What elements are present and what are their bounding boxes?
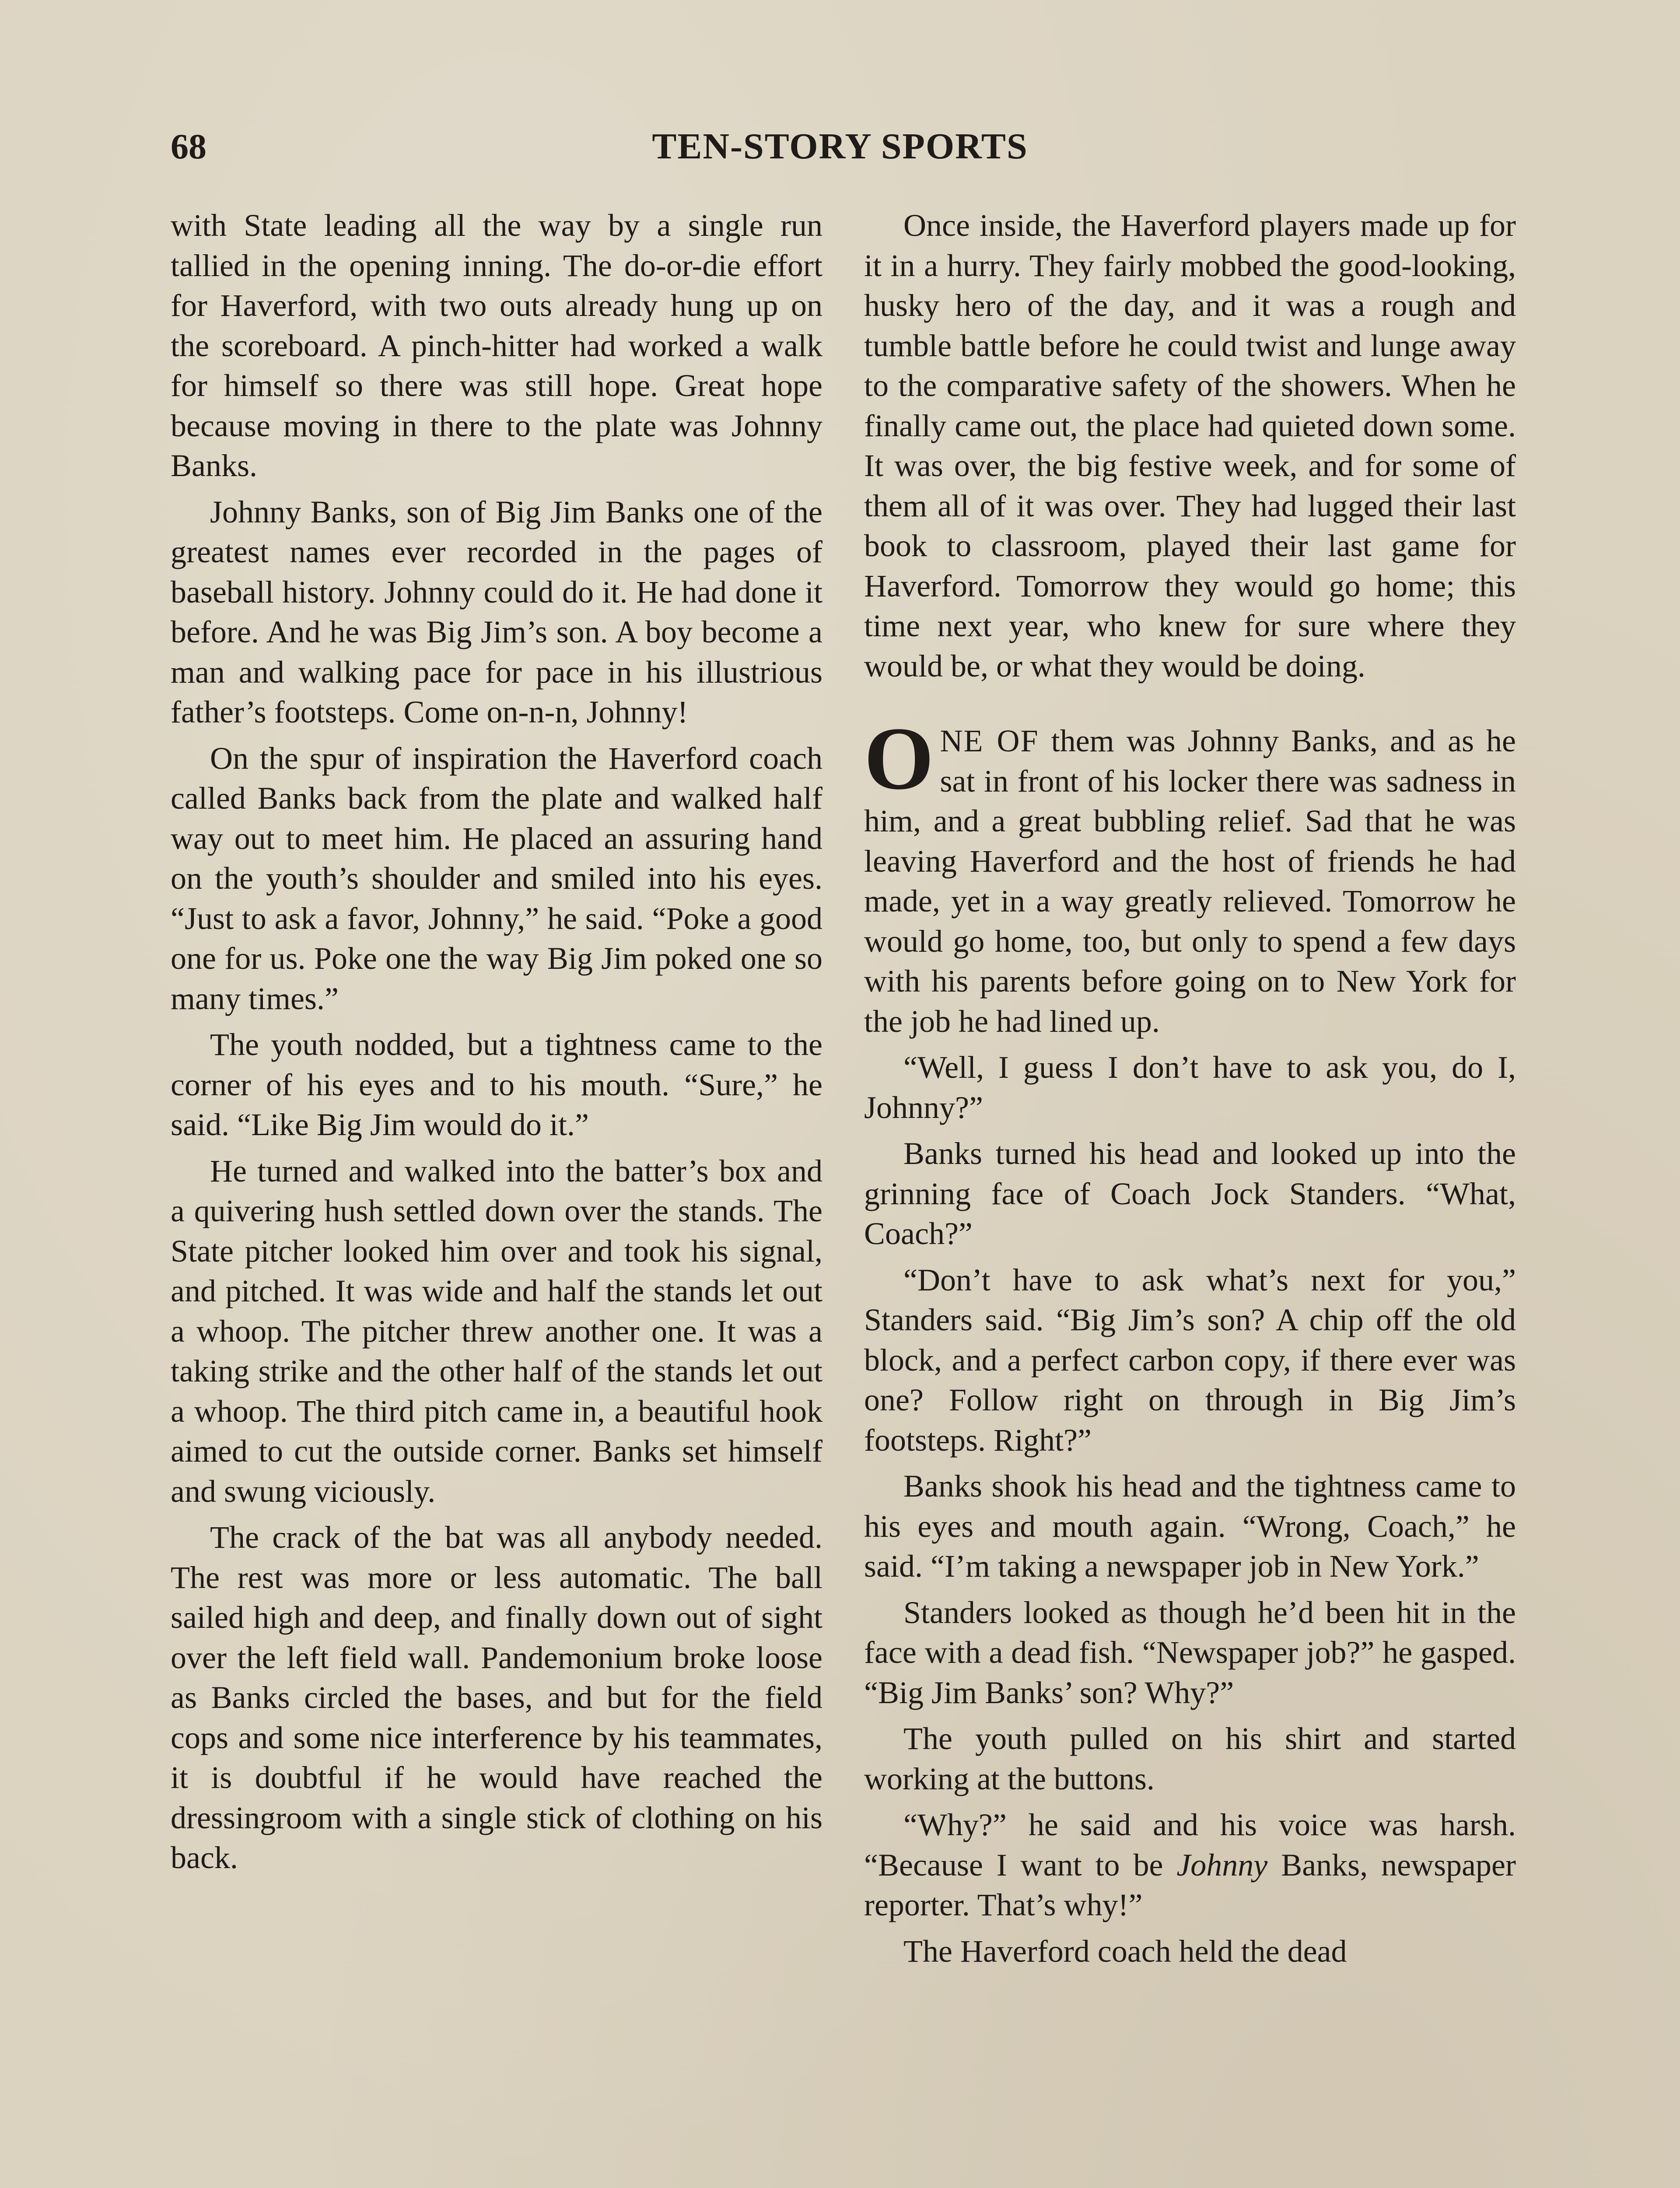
story-paragraph: “Don’t have to ask what’s next for you,” Standers said. “Big Jim’s son? A chip off the old block, and a perfect carbon copy, if there ever was one? Follow right on through in Big Jim’s footsteps. Right?” (864, 1262, 1516, 1458)
story-paragraph: Banks shook his head and the tightness came to his eyes and mouth again. “Wrong, Coach,” he said. “I’m taking a newspaper job in New York.” (864, 1469, 1516, 1584)
section-opening-paragraph (864, 709, 1516, 1041)
why-text-before: “Why?” he said and his voice was harsh. “Because I want to be (864, 1807, 1516, 1883)
page-header (171, 118, 1509, 175)
story-paragraph: He turned and walked into the batter’s box and a quivering hush settled down over the stands. The State pitcher looked him over and took his signal, and pitched. It was wide and half the stands let out a whoop. The pitcher threw another one. It was a taking strike and the other half of the stands let out a whoop. The third pitch came in, a beautiful hook aimed to cut the outside corner. Banks set himself and swung viciously. (171, 1153, 822, 1509)
section-text: them was Johnny Banks, and as he sat in front of his locker there was sadness in him, and a great bubbling relief. Sad that he was leaving Haverford and the host of friends he had made, yet in a way greatly relieved. Tomorrow he would go home, too, but only to spend a few days with his parents before going on to New York for the job he had lined up. (864, 723, 1516, 1039)
story-paragraph: Once inside, the Haverford players made up for it in a hurry. They fairly mobbed the good-looking, husky hero of the day, and it was a rough and tumble battle before he could twist and lunge away to the comparative safety of the showers. When he finally came out, the place had quieted down some. It was over, the big festive week, and for some of them all of it was over. They had lugged their last book to classroom, played their last game for Haverford. Tomorrow they would go home; this time next year, who knew for sure where they would be, or what they would be doing. (864, 208, 1516, 684)
section-lead-in: NE OF (940, 723, 1039, 758)
story-paragraph: Standers looked as though he’d been hit in the face with a dead fish. “Newspaper job?” he gasped. “Big Jim Banks’ son? Why?” (864, 1595, 1516, 1710)
why-text-after: Banks, newspaper reporter. That’s why!” (864, 1847, 1516, 1922)
story-paragraph: “Well, I guess I don’t have to ask you, do I, Johnny?” (864, 1050, 1516, 1125)
story-paragraph: The Haverford coach held the dead (903, 1933, 1347, 1969)
story-paragraph: The youth pulled on his shirt and started working at the buttons. (864, 1721, 1516, 1796)
emphasized-name: Johnny (1176, 1847, 1268, 1883)
page-number: 68 (171, 126, 206, 166)
right-column (864, 206, 1516, 2188)
story-paragraph: Banks turned his head and looked up into the grinning face of Coach Jock Standers. “What, Coach?” (864, 1136, 1516, 1251)
story-paragraph: with State leading all the way by a single run tallied in the opening inning. The do-or-die effort for Haverford, with two outs already hung up on the scoreboard. A pinch-hitter had worked a walk for himself so there was still hope. Great hope because moving in there to the plate was Johnny Banks. (171, 208, 822, 483)
story-paragraph: On the spur of inspiration the Haverford coach called Banks back from the plate and walked half way out to meet him. He placed an assuring hand on the youth’s shoulder and smiled into his eyes. “Just to ask a favor, Johnny,” he said. “Poke a good one for us. Poke one the way Big Jim poked one so many times.” (171, 740, 822, 1016)
story-paragraph: The crack of the bat was all anybody needed. The rest was more or less automatic. The ball sailed high and deep, and finally down out of sight over the left field wall. Pandemonium broke loose as Banks circled the bases, and but for the field cops and some nice interference by his teammates, it is doubtful if he would have reached the dressingroom with a single stick of clothing on his back. (171, 1520, 822, 1875)
running-title: TEN-STORY SPORTS (652, 126, 1028, 167)
story-paragraph: The youth nodded, but a tightness came to the corner of his eyes and to his mouth. “Sure,” he said. “Like Big Jim would do it.” (171, 1027, 822, 1142)
story-paragraph: Johnny Banks, son of Big Jim Banks one of the greatest names ever recorded in the pages of baseball history. Johnny could do it. He had done it before. And he was Big Jim’s son. A boy become a man and walking pace for pace in his illustrious father’s footsteps. Come on-n-n, Johnny! (171, 494, 822, 729)
story-paragraph (864, 1805, 1516, 1925)
drop-cap: O (864, 709, 934, 808)
left-column (171, 206, 822, 2188)
